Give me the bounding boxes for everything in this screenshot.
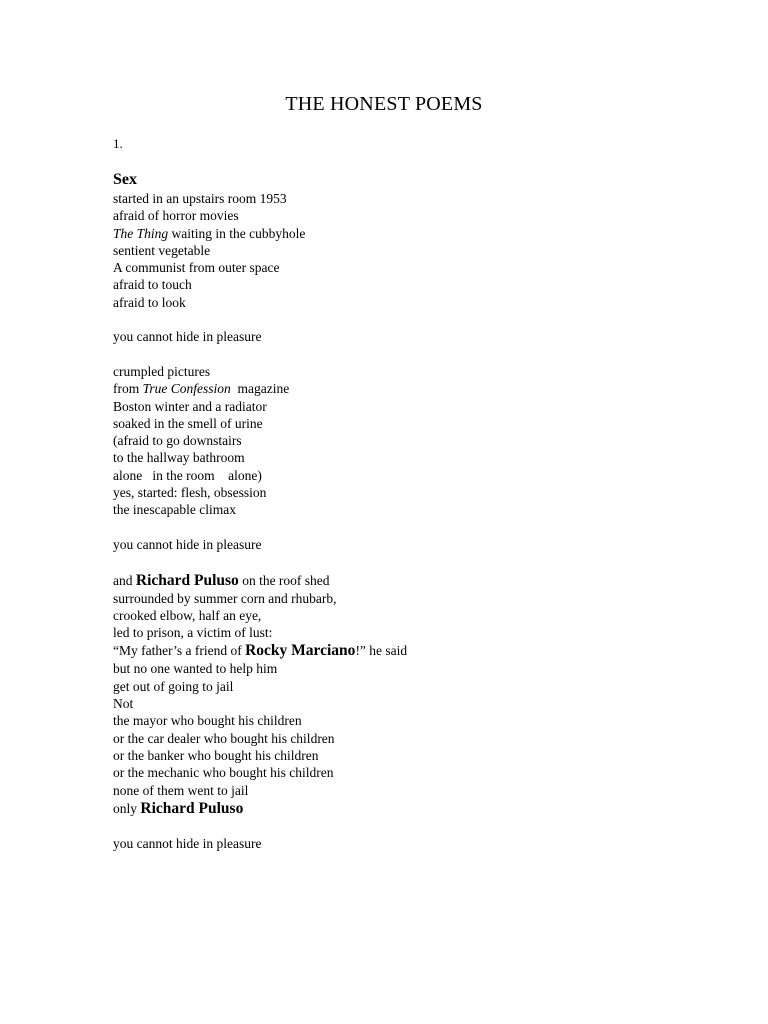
poem-line-text: only: [113, 800, 141, 816]
poem-line: get out of going to jail: [113, 678, 234, 694]
person-name: Rocky Marciano: [245, 642, 356, 660]
document-title: THE HONEST POEMS: [285, 93, 483, 115]
poem-line-text: on the roof shed: [238, 572, 330, 588]
poem-line-text: from: [113, 381, 143, 397]
refrain-line: you cannot hide in pleasure: [113, 536, 262, 552]
poem-line: afraid to touch: [113, 277, 192, 293]
poem-line: (afraid to go downstairs: [113, 433, 242, 449]
poem-line: soaked in the smell of urine: [113, 415, 263, 431]
poem-line: the inescapable climax: [113, 502, 236, 518]
poem-line-text: waiting in the cubbyhole: [168, 225, 306, 241]
stanza-gap: [113, 553, 713, 570]
poem-line: [113, 641, 713, 660]
poem-line: or the car dealer who bought his children: [113, 730, 335, 746]
poem-line: none of them went to jail: [113, 782, 249, 798]
poem-line-text: “My father’s a friend of: [113, 643, 246, 659]
poem-line: or the mechanic who bought his children: [113, 765, 334, 781]
refrain-line: you cannot hide in pleasure: [113, 329, 262, 345]
poem-line-text: !” he said: [355, 643, 408, 659]
magazine-title: True Confession: [142, 381, 231, 397]
poem-line: but no one wanted to help him: [113, 661, 278, 677]
poem-line: yes, started: flesh, obsession: [113, 485, 267, 501]
stanza-gap: [113, 519, 713, 536]
poem-line: [113, 380, 713, 397]
poem-line: started in an upstairs room 1953: [113, 191, 287, 206]
poem-line: afraid to look: [113, 294, 186, 310]
poem-line: to the hallway bathroom: [113, 450, 245, 466]
poem-line-text: and: [113, 572, 136, 588]
poem-line: [113, 799, 713, 818]
film-title: The Thing: [113, 225, 169, 241]
stanza-gap: [113, 311, 713, 328]
poem-line: [113, 571, 713, 590]
stanza-gap: [113, 346, 713, 363]
poem-line: or the banker who bought his children: [113, 747, 319, 763]
section-number: 1.: [113, 136, 123, 151]
poem-line-text: magazine: [230, 381, 290, 397]
poem-line: the mayor who bought his children: [113, 713, 302, 729]
poem-line: [113, 225, 713, 242]
poem-line: Boston winter and a radiator: [113, 398, 267, 414]
poem-heading: Sex: [113, 171, 137, 188]
poem-line: surrounded by summer corn and rhubarb,: [113, 590, 337, 606]
person-name: Richard Puluso: [140, 799, 244, 817]
poem-line: A communist from outer space: [113, 260, 280, 276]
poem-line: afraid of horror movies: [113, 208, 239, 224]
poem-line: led to prison, a victim of lust:: [113, 625, 273, 641]
person-name: Richard Puluso: [135, 571, 239, 589]
poem-body: [113, 170, 713, 852]
poem-line: alone in the room alone): [113, 467, 262, 483]
poem-line: crumpled pictures: [113, 363, 211, 379]
poem-line: crooked elbow, half an eye,: [113, 607, 262, 623]
poem-line: sentient vegetable: [113, 242, 211, 258]
stanza-gap: [113, 818, 713, 835]
refrain-line: you cannot hide in pleasure: [113, 836, 262, 852]
poem-line: Not: [113, 696, 134, 712]
